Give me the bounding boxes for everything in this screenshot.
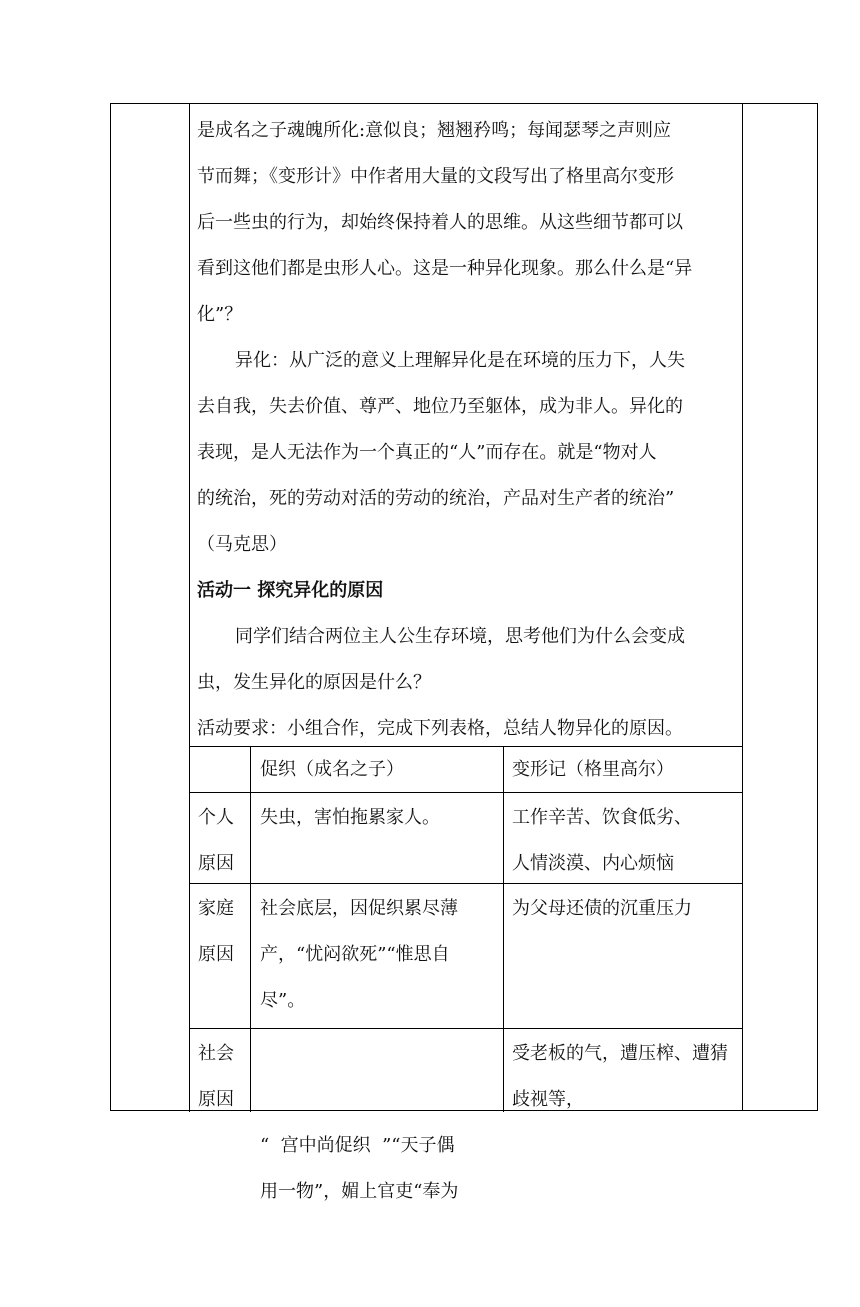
table-header-row: [190, 746, 743, 792]
activity-text: 同学们结合两位主人公生存环境，思考他们为什么会变成: [235, 626, 685, 647]
paragraph-line: 看到这他们都是虫形人心。这是一种异化现象。那么什么是“异: [197, 258, 693, 279]
row-label: 家庭 原因: [198, 898, 234, 965]
paragraph-line: 化”？: [197, 304, 243, 325]
definition-line: 异化：从广泛的意义上理解异化是在环境的压力下，人失: [235, 350, 685, 371]
definition-line: 去自我，失去价值、尊严、地位乃至躯体，成为非人。异化的: [197, 396, 683, 417]
activity-requirement: 活动要求：小组合作，完成下列表格，总结人物异化的原因。: [197, 718, 683, 739]
row-cell: 工作辛苦、饮食低劣、 人情淡漠、内心烦恼: [512, 807, 692, 874]
header-cell: 促织（成名之子）: [260, 759, 404, 780]
row-cell: “ 宫中尚促织 ”“天子偶 用一物”，媚上官吏“奉为: [260, 1135, 459, 1202]
row-cell: 失虫，害怕拖累家人。: [260, 807, 440, 828]
table-row: [190, 792, 743, 883]
definition-line: 表现，是人无法作为一个真正的“人”而存在。就是“物对人: [197, 442, 657, 463]
activity-text: 虫，发生异化的原因是什么？: [197, 672, 431, 693]
paragraph-line: 节而舞；《变形计》中作者用大量的文段写出了格里高尔变形: [197, 166, 674, 187]
cause-table: [189, 746, 742, 1202]
outer-table: [110, 103, 818, 1202]
table-row: [190, 883, 743, 1028]
activity-title: 活动一 探究异化的原因: [197, 580, 384, 601]
header-cell: 变形记（格里高尔）: [512, 759, 674, 780]
row-label: 社会 原因: [198, 1043, 234, 1110]
row-cell: 受老板的气，遭压榨、遭猜 歧视等，: [512, 1043, 728, 1110]
row-cell: 为父母还债的沉重压力: [512, 898, 692, 919]
table-row: [190, 1028, 743, 1202]
definition-line: 的统治，死的劳动对活的劳动的统治，产品对生产者的统治”: [197, 488, 675, 509]
row-cell: 社会底层，因促织累尽薄 产，“忧闷欲死”“惟思自 尽”。: [260, 898, 458, 1011]
paragraph-line: 后一些虫的行为，却始终保持着人的思维。从这些细节都可以: [197, 212, 683, 233]
row-label: 个人 原因: [198, 807, 234, 874]
paragraph-line: 是成名之子魂魄所化:意似良；翘翘矜鸣；每闻瑟琴之声则应: [197, 120, 672, 141]
definition-line: （马克思）: [197, 534, 287, 555]
